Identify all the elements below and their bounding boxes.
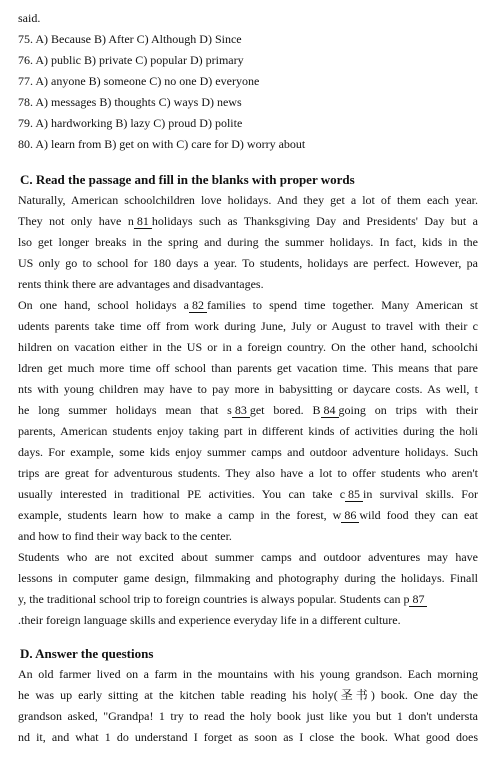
passage-text: get bored. B bbox=[249, 403, 321, 417]
blank-84[interactable]: 84 bbox=[321, 403, 339, 418]
passage-text: On one hand, school holidays a bbox=[18, 298, 189, 312]
passage-line: hildren on vacation either in the US or in a foreign country. On the other hand, schoolchi bbox=[18, 340, 478, 354]
passage-text: They not only have n bbox=[18, 214, 134, 228]
section-d-passage bbox=[18, 664, 478, 748]
passage-line: lessons in computer game design, filmmaking and photography during the holidays. Finall bbox=[18, 571, 478, 585]
blank-81[interactable]: 81 bbox=[134, 214, 152, 229]
passage-line bbox=[18, 589, 478, 610]
passage-line bbox=[18, 400, 478, 421]
passage-text: wild food they can eat bbox=[359, 508, 478, 522]
passage-text: holidays such as Thanksgiving Day and Presidents' Day but a bbox=[151, 214, 478, 228]
passage-text: going on trips with their bbox=[338, 403, 478, 417]
option-line: 78. A) messages B) thoughts C) ways D) news bbox=[18, 95, 242, 109]
passage-line: nts with young children may have to pay more in babysitting or daycare costs. As well, t bbox=[18, 382, 478, 396]
passage-line: .their foreign language skills and experience everyday life in a different culture. bbox=[18, 613, 401, 627]
passage-text: he long summer holidays mean that s bbox=[18, 403, 232, 417]
passage-line: he was up early sitting at the kitchen table reading his holy(圣书) book. One day the bbox=[18, 688, 478, 702]
blank-86[interactable]: 86 bbox=[341, 508, 359, 523]
passage-text: usually interested in traditional PE activities. You can take c bbox=[18, 487, 346, 501]
passage-line: and how to find their way back to the center. bbox=[18, 529, 232, 543]
passage-line: ldren get much more time off school than parents get vacation time. This means that pare bbox=[18, 361, 478, 375]
passage-text: in survival skills. For bbox=[363, 487, 478, 501]
passage-line: grandson asked, "Grandpa! 1 try to read the holy book just like you but 1 don't understa bbox=[18, 709, 478, 723]
option-line: 75. A) Because B) After C) Although D) Since bbox=[18, 32, 242, 46]
passage-line: US only go to school for 180 days a year. To students, holidays are perfect. However, pa bbox=[18, 256, 478, 270]
option-line: 79. A) hardworking B) lazy C) proud D) polite bbox=[18, 116, 243, 130]
passage-line: An old farmer lived on a farm in the mountains with his young grandson. Each morning bbox=[18, 667, 478, 681]
passage-line bbox=[18, 505, 478, 526]
passage-line: trips are great for adventurous students. They also have a lot to offer students who aren't bbox=[18, 466, 478, 480]
passage-line bbox=[18, 211, 478, 232]
section-c-passage bbox=[18, 190, 478, 631]
passage-text: y, the traditional school trip to foreign countries is always popular. Students can p bbox=[18, 592, 410, 606]
blank-83[interactable]: 83 bbox=[232, 403, 250, 418]
passage-line: Naturally, American schoolchildren love holidays. And they get a lot of them each year. bbox=[18, 193, 478, 207]
passage-line: rents think there are advantages and disadvantages. bbox=[18, 277, 264, 291]
option-line: said. bbox=[18, 11, 41, 25]
section-c-heading: C. Read the passage and fill in the blanks with proper words bbox=[20, 172, 355, 187]
passage-line: parents, American students enjoy taking part in different kinds of activities during the holi bbox=[18, 424, 478, 438]
passage-text: example, students learn how to make a camp in the forest, w bbox=[18, 508, 342, 522]
blank-87[interactable]: 87 bbox=[409, 592, 427, 607]
passage-line bbox=[18, 295, 478, 316]
section-d-heading: D. Answer the questions bbox=[20, 646, 154, 661]
passage-line: days. For example, some kids enjoy summer camps and outdoor adventure holidays. Such bbox=[18, 445, 478, 459]
option-line: 77. A) anyone B) someone C) no one D) everyone bbox=[18, 74, 260, 88]
passage-line: Students who are not excited about summer camps and outdoor adventures may have bbox=[18, 550, 478, 564]
passage-line: nd it, and what 1 do understand I forget as soon as I close the book. What good does bbox=[18, 730, 478, 744]
passage-line: udents parents take time off from work during June, July or August to travel with their c bbox=[18, 319, 478, 333]
option-line: 76. A) public B) private C) popular D) primary bbox=[18, 53, 244, 67]
blank-85[interactable]: 85 bbox=[345, 487, 363, 502]
options-list bbox=[18, 8, 478, 155]
option-line: 80. A) learn from B) get on with C) care for D) worry about bbox=[18, 137, 306, 151]
passage-line: lso get longer breaks in the spring and during the summer holidays. In fact, kids in the bbox=[18, 235, 478, 249]
blank-82[interactable]: 82 bbox=[189, 298, 207, 313]
passage-line bbox=[18, 484, 478, 505]
passage-text: families to spend time together. Many American st bbox=[206, 298, 478, 312]
